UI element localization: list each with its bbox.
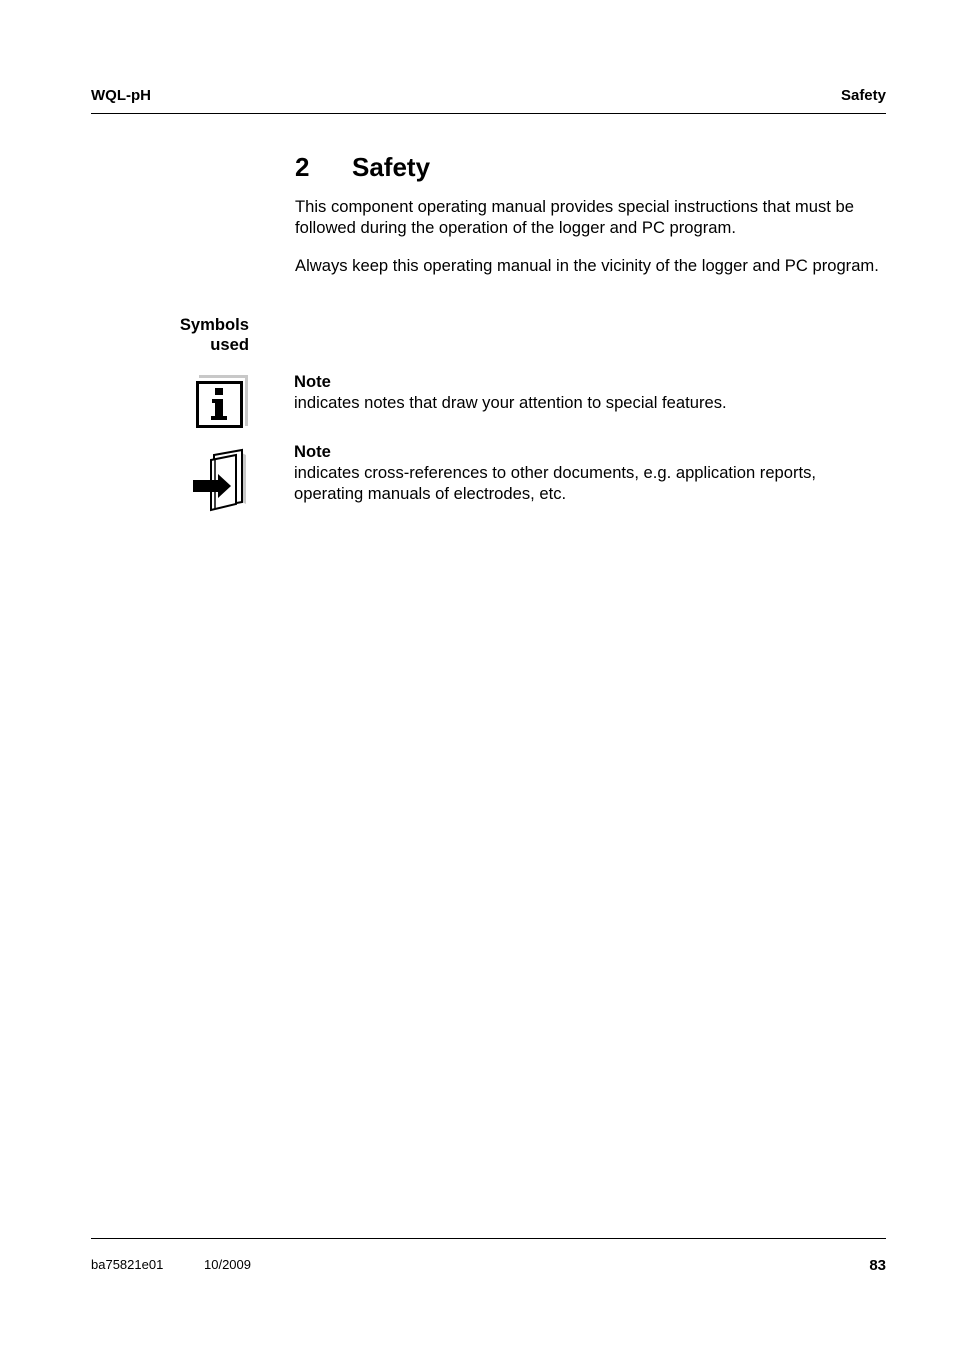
page-number: 83 xyxy=(869,1257,886,1274)
footer-rule xyxy=(91,1238,886,1239)
header-rule xyxy=(91,113,886,114)
sidehead-line-1: Symbols xyxy=(179,315,249,334)
symbols-used-sidehead xyxy=(150,315,249,355)
header-title: WQL-pH xyxy=(91,87,151,104)
note-title: Note xyxy=(294,442,331,461)
keep-manual-paragraph: Always keep this operating manual in the vicinity of the logger and PC program. xyxy=(295,256,879,275)
header-section: Safety xyxy=(840,87,886,104)
note-info xyxy=(294,371,889,413)
chapter-title: Safety xyxy=(352,152,431,182)
footer-doc-id: ba75821e01 xyxy=(91,1257,164,1272)
note-title: Note xyxy=(294,372,331,391)
sidehead-line-2: used xyxy=(210,335,249,354)
intro-paragraph: This component operating manual provides special instructions that must be followed during the operation of the logger and PC program. xyxy=(295,197,854,237)
footer-date: 10/2009 xyxy=(204,1257,251,1272)
note-cross-reference xyxy=(294,441,889,504)
book-reference-icon xyxy=(190,446,248,512)
note-text: indicates cross-references to other documents, e.g. application reports, operating manuals of electrodes, etc. xyxy=(294,463,817,503)
chapter-number: 2 xyxy=(295,152,310,182)
note-text: indicates notes that draw your attention to special features. xyxy=(294,393,727,412)
info-icon xyxy=(196,375,248,429)
